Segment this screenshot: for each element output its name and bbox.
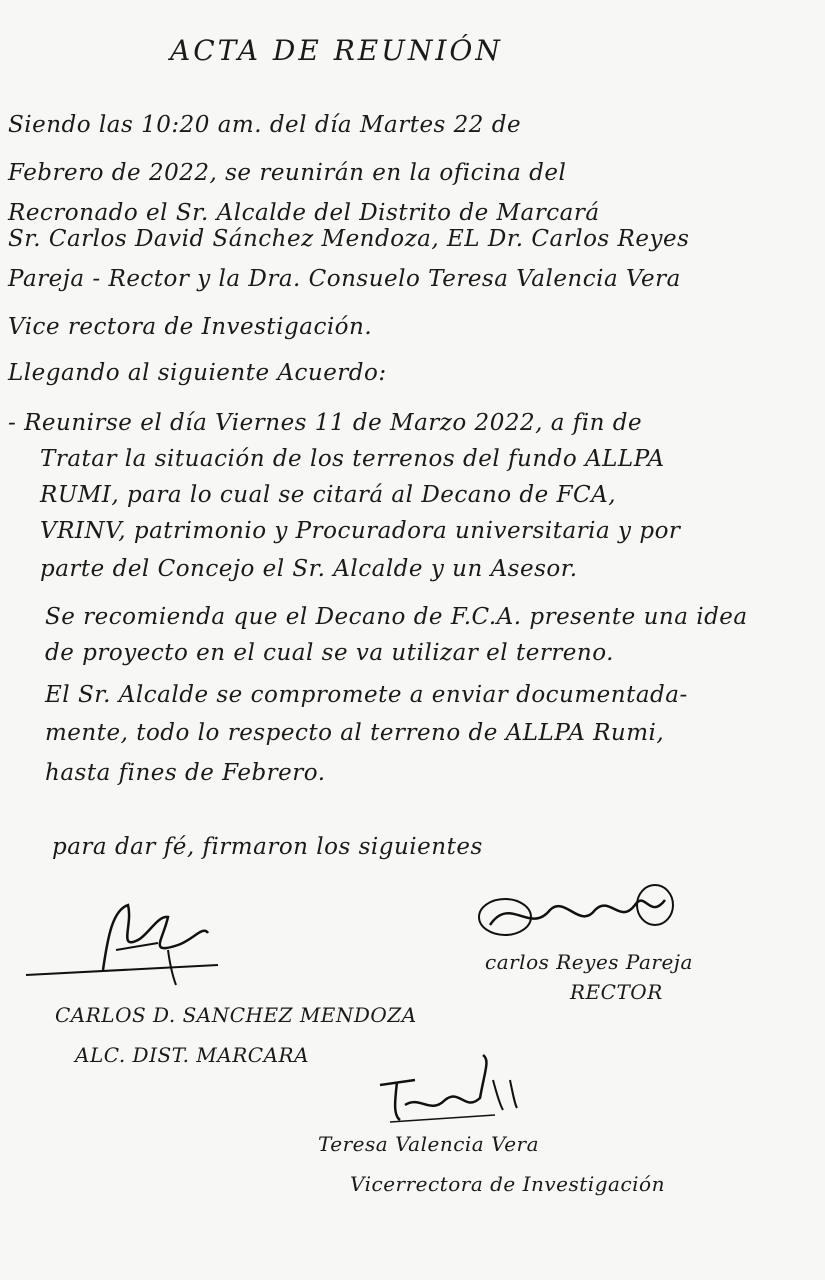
body-line-5: Pareja - Rector y la Dra. Consuelo Teresa Valencia Vera	[8, 266, 681, 292]
body-line-13: Se recomienda que el Decano de F.C.A. presente una idea	[45, 604, 748, 630]
signatory-1-title: ALC. DIST. MARCARA	[75, 1043, 310, 1067]
body-line-7: Llegando al siguiente Acuerdo:	[8, 360, 387, 386]
signatory-3-title: Vicerrectora de Investigación	[350, 1172, 665, 1196]
body-line-6: Vice rectora de Investigación.	[8, 314, 373, 340]
body-line-11: VRINV, patrimonio y Procuradora universitaria y por	[40, 518, 681, 544]
signatory-2-title: RECTOR	[570, 980, 663, 1004]
signature-mark-3	[365, 1050, 535, 1130]
body-line-10: RUMI, para lo cual se citará al Decano de FCA,	[40, 482, 617, 508]
signature-mark-1	[18, 895, 228, 990]
body-line-12: parte del Concejo el Sr. Alcalde y un Asesor.	[40, 556, 578, 582]
signature-mark-2	[470, 875, 690, 950]
body-line-3: Recronado el Sr. Alcalde del Distrito de Marcará	[8, 200, 600, 226]
signatory-1-name: CARLOS D. SANCHEZ MENDOZA	[55, 1003, 417, 1027]
body-line-2: Febrero de 2022, se reunirán en la oficina del	[8, 160, 567, 186]
signatory-3-name: Teresa Valencia Vera	[318, 1132, 540, 1156]
body-line-8: - Reunirse el día Viernes 11 de Marzo 2022, a fin de	[8, 410, 643, 436]
document-title: ACTA DE REUNIÓN	[170, 34, 503, 67]
body-line-18: para dar fé, firmaron los siguientes	[52, 834, 483, 860]
body-line-1: Siendo las 10:20 am. del día Martes 22 de	[8, 112, 522, 138]
body-line-9: Tratar la situación de los terrenos del fundo ALLPA	[40, 446, 665, 472]
body-line-16: mente, todo lo respecto al terreno de ALLPA Rumi,	[45, 720, 665, 746]
body-line-15: El Sr. Alcalde se compromete a enviar documentada-	[45, 682, 688, 708]
body-line-14: de proyecto en el cual se va utilizar el terreno.	[45, 640, 614, 666]
body-line-17: hasta fines de Febrero.	[45, 760, 326, 786]
body-line-4: Sr. Carlos David Sánchez Mendoza, EL Dr. Carlos Reyes	[8, 226, 690, 252]
signatory-2-name: carlos Reyes Pareja	[485, 950, 693, 974]
